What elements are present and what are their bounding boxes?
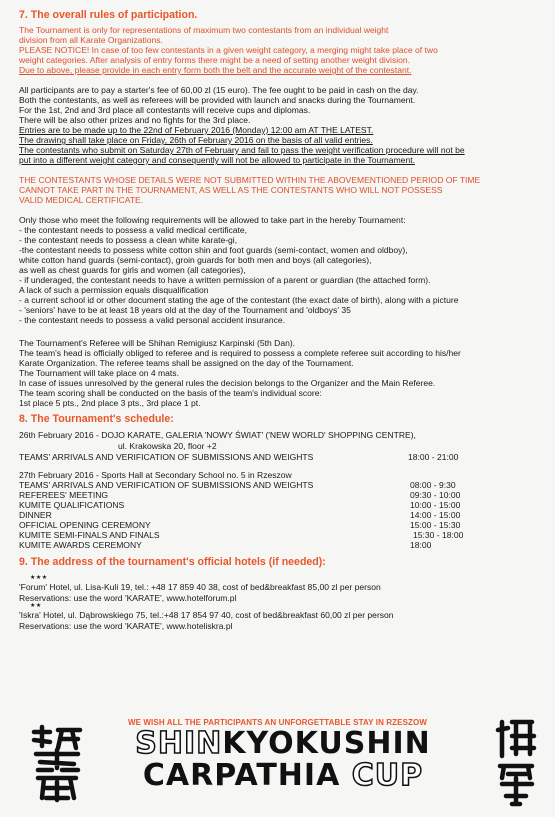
deadline-line: Entries are to be made up to the 22nd of February 2016 (Monday) 12:00 am AT THE LATEST. — [19, 125, 374, 135]
brand-title-line2 — [88, 760, 478, 792]
brand-shin: SHIN — [135, 726, 223, 761]
rule-line: For the 1st, 2nd and 3rd place all contestants will receive cups and diplomas. — [19, 105, 311, 115]
schedule-item-time: 10:00 - 15:00 — [410, 500, 461, 510]
hotel-line: 'Forum' Hotel, ul. Lisa-Kuli 19, tel.: +48 17 859 40 38, cost of bed&breakfast 85,00 zl per person — [19, 582, 381, 592]
rule-line: Both the contestants, as well as referees will be provided with launch and snacks during the Tournament. — [19, 95, 416, 105]
rule-line: All participants are to pay a starter's fee of 60,00 zl (15 euro). The fee ought to be paid in cash on the day. — [19, 85, 419, 95]
requirement-line: A lack of such a permission equals disqualification — [19, 285, 209, 295]
schedule-item-label: DINNER — [19, 510, 52, 520]
section-7-title: 7. The overall rules of participation. — [19, 9, 198, 21]
hotel-stars: ★★★ — [30, 575, 48, 581]
section-8-title: 8. The Tournament's schedule: — [19, 413, 174, 425]
brand-title-line1 — [88, 728, 478, 760]
brand-carpathia: CARPATHIA — [142, 758, 341, 793]
schedule-item-label: TEAMS' ARRIVALS AND VERIFICATION OF SUBMISSIONS AND WEIGHTS — [19, 480, 314, 490]
requirement-line: Only those who meet the following requirements will be allowed to take part in the hereby Tournament: — [19, 215, 406, 225]
section-9-title: 9. The address of the tournament's official hotels (if needed): — [19, 556, 326, 568]
schedule-item-time: 15:30 - 18:00 — [413, 530, 464, 540]
footer-wish: WE WISH ALL THE PARTICIPANTS AN UNFORGETTABLE STAY IN RZESZOW — [128, 718, 427, 727]
rule-line: There will be also other prizes and no fights for the 3rd place. — [19, 115, 251, 125]
rule-line: Due to above, please provide in each entry form both the belt and the accurate weight of the contestant. — [19, 65, 412, 75]
schedule-item-time: 09:30 - 10:00 — [410, 490, 461, 500]
schedule-day2-heading: 27th February 2016 - Sports Hall at Secondary School no. 5 in Rzeszow — [19, 470, 292, 480]
brand-kyokushin: KYOKUSHIN — [222, 726, 431, 761]
requirement-line: white cotton hand guards (semi-contact), groin guards for both men and boys (all categories), — [19, 255, 372, 265]
schedule-item-time: 14:00 - 15:00 — [410, 510, 461, 520]
schedule-day1-heading: 26th February 2016 - DOJO KARATE, GALERIA 'NOWY ŚWIAT' ('NEW WORLD' SHOPPING CENTRE), — [19, 430, 416, 440]
requirement-line: - the contestant needs to possess a valid medical certificate, — [19, 225, 248, 235]
rule-line: division from all Karate Organizations. — [19, 35, 163, 45]
requirement-line: -the contestant needs to possess white cotton shin and foot guards (semi-contact, women and oldboy), — [19, 245, 408, 255]
requirement-line: - the contestant needs to possess a valid personal accident insurance. — [19, 315, 286, 325]
schedule-item-time: 18:00 - 21:00 — [408, 452, 459, 462]
schedule-item-label: REFEREES' MEETING — [19, 490, 109, 500]
kyokushin-kanji-left-icon — [28, 724, 86, 804]
requirement-line: as well as chest guards for girls and women (all categories), — [19, 265, 246, 275]
schedule-item-label: TEAMS' ARRIVALS AND VERIFICATION OF SUBMISSIONS AND WEIGHTS — [19, 452, 314, 462]
hotel-reservation: Reservations: use the word 'KARATE', www.hotelforum.pl — [19, 593, 237, 603]
kyokushin-kanji-right-icon — [494, 716, 538, 808]
referee-line: The Tournament's Referee will be Shihan Remigiusz Karpinski (5th Dan). — [19, 338, 296, 348]
rule-line: The Tournament is only for representations of maximum two contestants from an individual weight — [19, 25, 389, 35]
referee-line: Karate Organization. The referee teams shall be assigned on the day of the Tournament. — [19, 358, 354, 368]
deadline-line: put into a different weight category and consequently will not be allowed to participate in the Tournament. — [19, 155, 415, 165]
schedule-item-label: KUMITE AWARDS CEREMONY — [19, 540, 142, 550]
hotel-reservation: Reservations: use the word 'KARATE', www.hoteliskra.pl — [19, 621, 233, 631]
schedule-item-time: 18:00 — [410, 540, 432, 550]
schedule-item-time: 08:00 - 9:30 — [410, 480, 456, 490]
schedule-item-label: KUMITE SEMI-FINALS AND FINALS — [19, 530, 160, 540]
warning-line: THE CONTESTANTS WHOSE DETAILS WERE NOT SUBMITTED WITHIN THE ABOVEMENTIONED PERIOD OF TIME — [19, 175, 481, 185]
schedule-day1-address: ul. Krakowska 20, floor +2 — [118, 441, 217, 451]
brand-cup: CUP — [351, 758, 424, 793]
deadline-line: The contestants who submit on Saturday 27th of February and fail to pass the weight verification procedure will not be — [19, 145, 465, 155]
hotel-line: 'Iskra' Hotel, ul. Dąbrowskiego 75, tel.:+48 17 854 97 40, cost of bed&breakfast 60,00 zl per person — [19, 610, 394, 620]
rule-line: PLEASE NOTICE! In case of too few contestants in a given weight category, a merging might take place of two — [19, 45, 438, 55]
warning-line: VALID MEDICAL CERTIFICATE. — [19, 195, 144, 205]
rule-line: weight categories. After analysis of entry forms there might be a need of setting another weight division. — [19, 55, 410, 65]
referee-line: In case of issues unresolved by the general rules the decision belongs to the Organizer and the Main Referee. — [19, 378, 436, 388]
schedule-item-label: OFFICIAL OPENING CEREMONY — [19, 520, 151, 530]
requirement-line: - a current school id or other document stating the age of the contestant (the exact date of birth), along with a picture — [19, 295, 459, 305]
requirement-line: - 'seniors' have to be at least 18 years old at the day of the Tournament and 'oldboys' 35 — [19, 305, 351, 315]
hotel-stars: ★★ — [30, 603, 42, 609]
referee-line: The team scoring shall be conducted on the basis of the team's individual score: — [19, 388, 322, 398]
schedule-item-label: KUMITE QUALIFICATIONS — [19, 500, 125, 510]
deadline-line: The drawing shall take place on Friday, 26th of February 2016 on the basis of all valid entries. — [19, 135, 373, 145]
referee-line: The Tournament will take place on 4 mats. — [19, 368, 179, 378]
requirement-line: - the contestant needs to possess a clean white karate-gi, — [19, 235, 238, 245]
warning-line: CANNOT TAKE PART IN THE TOURNAMENT, AS WELL AS THE CONTESTANTS WHO WILL NOT POSSESS — [19, 185, 443, 195]
requirement-line: - if underaged, the contestant needs to have a written permission of a parent or guardian (the attached form). — [19, 275, 431, 285]
schedule-item-time: 15:00 - 15:30 — [410, 520, 461, 530]
referee-line: The team's head is officially obliged to referee and is required to possess a complete referee suit according to his/her — [19, 348, 461, 358]
referee-line: 1st place 5 pts., 2nd place 3 pts., 3rd place 1 pt. — [19, 398, 201, 408]
